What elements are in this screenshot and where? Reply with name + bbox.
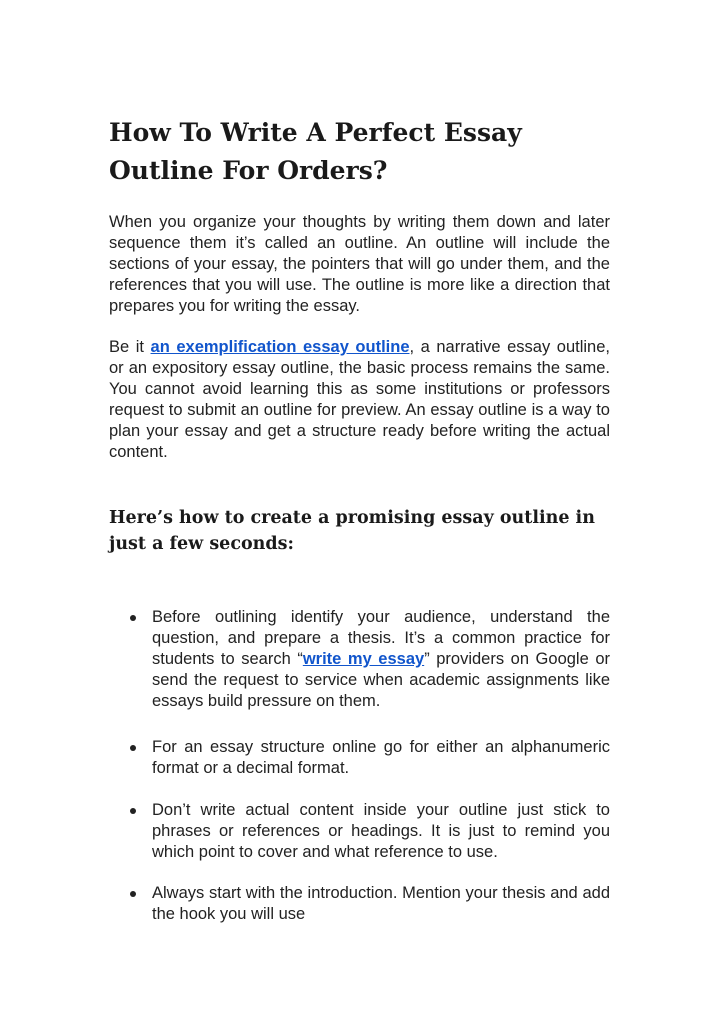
exemplification-essay-outline-link[interactable]: an exemplification essay outline (150, 338, 410, 356)
list-item-text: ” providers on Google or send the request to service when academic assignments like essays build pressure on them. (152, 650, 610, 710)
list-item (152, 607, 610, 712)
list-item-text: Always start with the introduction. Mention your thesis and add the hook you will use (152, 884, 610, 923)
section-heading: Here’s how to create a promising essay outline in just a few seconds: (109, 508, 595, 554)
list-item (152, 883, 610, 925)
write-my-essay-link[interactable]: write my essay (302, 650, 425, 668)
paragraph-suffix: , a narrative essay outline, or an expository essay outline, the basic process remains the same. You cannot avoid learning this as some institutions or professors request to submit an outline for preview. An essay outline is a way to plan your essay and get a structure ready before writing the actual content. (109, 338, 610, 461)
list-item (152, 800, 610, 863)
second-paragraph (109, 337, 610, 463)
paragraph-prefix: Be it (109, 338, 151, 356)
bullet-icon (130, 745, 136, 751)
bullet-icon (130, 808, 136, 814)
bullet-icon (130, 891, 136, 897)
bullet-icon (130, 615, 136, 621)
page-title: How To Write A Perfect Essay Outline For Orders? (109, 118, 522, 185)
list-item (152, 737, 610, 779)
list-item-text: Before outlining identify your audience, understand the question, and prepare a thesis. It’s a common practice for students to search “ (152, 608, 610, 668)
list-item-text: For an essay structure online go for either an alphanumeric format or a decimal format. (152, 738, 610, 777)
intro-paragraph: When you organize your thoughts by writing them down and later sequence them it’s called an outline. An outline will include the sections of your essay, the pointers that will go under them, and the references that you will use. The outline is more like a direction that prepares you for writing the essay. (109, 213, 610, 315)
list-item-text: Don’t write actual content inside your outline just stick to phrases or references or headings. It is just to remind you which point to cover and what reference to use. (152, 801, 610, 861)
